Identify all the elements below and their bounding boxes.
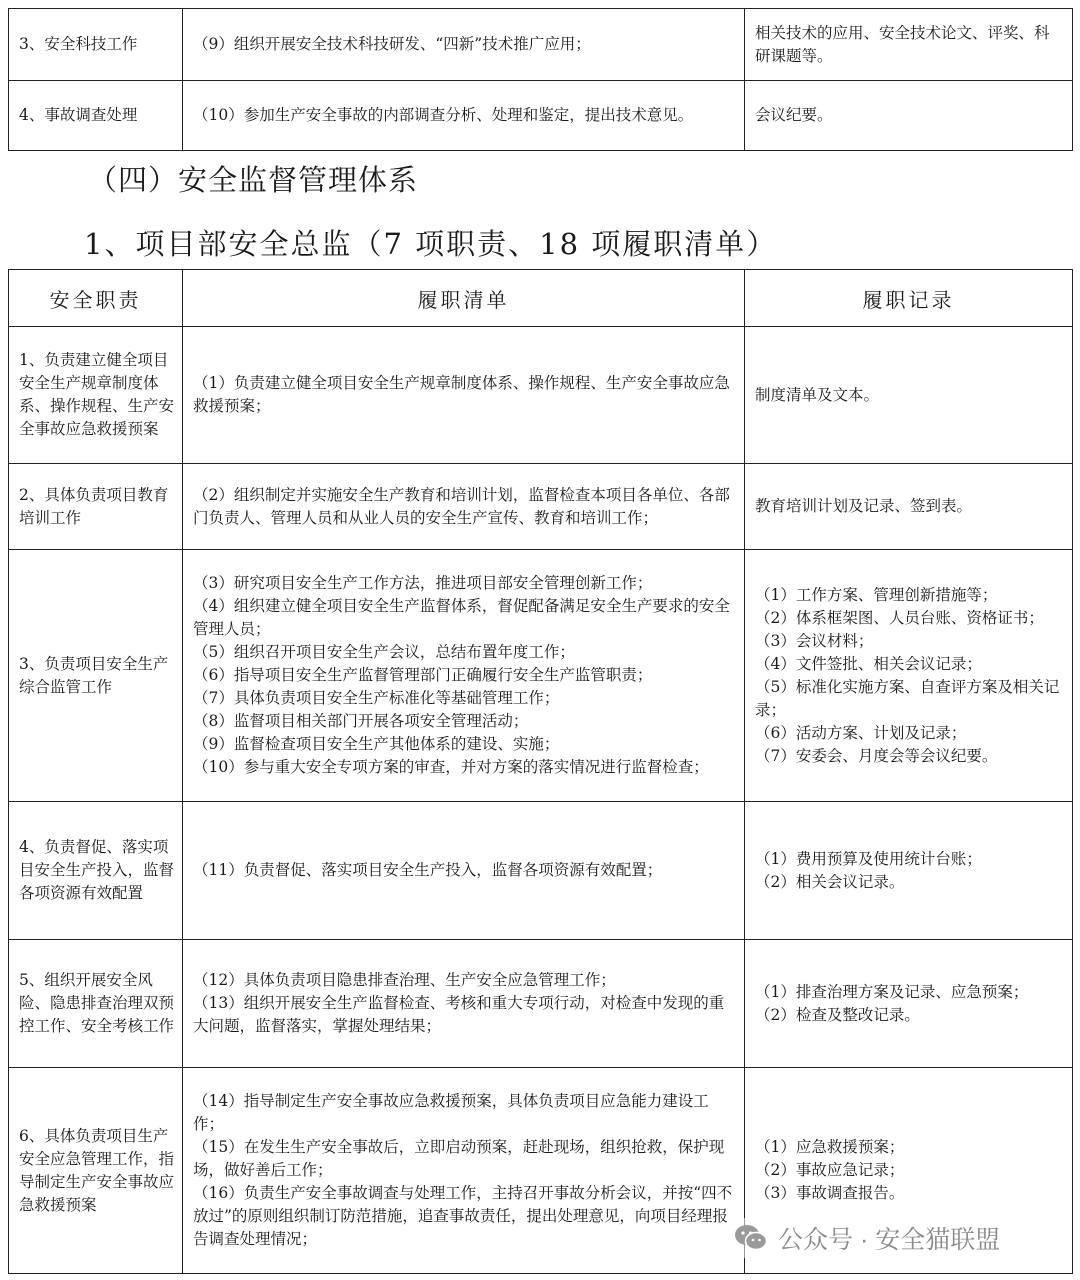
list-item: （8）监督项目相关部门开展各项安全管理活动；: [193, 712, 529, 730]
list-item: （1）负责建立健全项目安全生产规章制度体系、操作规程、生产安全事故应急救援预案；: [193, 374, 730, 415]
sub-heading: 1、项目部安全总监（7 项职责、18 项履职清单）: [84, 227, 778, 261]
header-record: 履职记录: [745, 270, 1073, 327]
list-cell: [183, 327, 745, 464]
list-item: （2）组织制定并实施安全生产教育和培训计划，监督检查本项目各单位、各部门负责人、管理人员和从业人员的安全生产宣传、教育和培训工作；: [193, 485, 730, 527]
record-item: （3）事故调查报告。: [755, 1184, 905, 1202]
table-row: [9, 327, 1073, 464]
list-cell: [183, 1068, 745, 1274]
record-item: （3）会议材料；: [755, 631, 874, 650]
table-row: [9, 550, 1073, 802]
wechat-icon: [734, 1223, 768, 1253]
record-item: （5）标准化实施方案、自查评方案及相关记录；: [755, 677, 1060, 719]
list-item: （16）负责生产安全事故调查与处理工作，主持召开事故分析会议，并按“四不放过”的原则组织制订防范措施，追查事故责任，提出处理意见，向项目经理报告调查处理情况；: [193, 1184, 733, 1248]
list-cell: [183, 464, 745, 550]
list-cell: [183, 81, 745, 151]
record-item: （2）事故应急记录；: [755, 1161, 905, 1179]
section-heading: （四）安全监督管理体系: [88, 163, 419, 197]
list-cell: [183, 9, 745, 81]
record-cell: [745, 940, 1073, 1068]
record-item: （1）应急救援预案；: [755, 1138, 905, 1156]
list-item: （6）指导项目安全生产监督管理部门正确履行安全生产监管职责；: [193, 666, 653, 684]
record-item: 制度清单及文本。: [755, 385, 880, 404]
list-item: （13）组织开展安全生产监督检查、考核和重大专项行动，对检查中发现的重大问题，监督落实，掌握处理结果；: [193, 994, 725, 1035]
list-item: （4）组织建立健全项目安全生产监督体系，督促配备满足安全生产要求的安全管理人员；: [193, 597, 730, 638]
duty-cell: 6、具体负责项目生产安全应急管理工作，指导制定生产安全事故应急救援预案: [9, 1068, 183, 1274]
duty-cell: 1、负责建立健全项目安全生产规章制度体系、操作规程、生产安全事故应急救援预案: [9, 327, 183, 464]
record-item: 相关技术的应用、安全技术论文、评奖、科研课题等。: [755, 23, 1050, 65]
duty-cell: 4、负责督促、落实项目安全生产投入，监督各项资源有效配置: [9, 802, 183, 940]
header-row: [9, 270, 1073, 327]
record-cell: [745, 464, 1073, 550]
duty-table: [8, 269, 1073, 1274]
list-item: （14）指导制定生产安全事故应急救援预案，具体负责项目应急能力建设工作；: [193, 1092, 709, 1133]
duty-cell: 2、具体负责项目教育培训工作: [9, 464, 183, 550]
table-row: [9, 464, 1073, 550]
duty-cell: 4、事故调查处理: [9, 81, 183, 151]
table-row: [9, 81, 1073, 151]
list-cell: [183, 550, 745, 802]
list-item: （5）组织召开项目安全生产会议，总结布置年度工作；: [193, 643, 575, 661]
record-cell: [745, 550, 1073, 802]
record-item: （6）活动方案、计划及记录；: [755, 723, 967, 742]
table-row: [9, 9, 1073, 81]
watermark-text: 公众号 · 安全猫联盟: [778, 1226, 1001, 1254]
record-item: （7）安委会、月度会等会议纪要。: [755, 746, 998, 765]
record-item: 教育培训计划及记录、签到表。: [755, 497, 973, 515]
list-item: （10）参与重大安全专项方案的审查，并对方案的落实情况进行监督检查；: [193, 758, 709, 776]
duty-cell: 3、安全科技工作: [9, 9, 183, 81]
record-item: （1）工作方案、管理创新措施等；: [755, 585, 998, 604]
list-item: （7）具体负责项目安全生产标准化等基础管理工作；: [193, 689, 560, 707]
watermark: [730, 1218, 1004, 1258]
continuation-table: [8, 8, 1073, 151]
table-row: [9, 802, 1073, 940]
record-cell: [745, 327, 1073, 464]
record-item: （2）体系框架图、人员台账、资格证书；: [755, 608, 1044, 627]
list-item: （11）负责督促、落实项目安全生产投入，监督各项资源有效配置；: [193, 861, 663, 879]
list-item: （10）参加生产安全事故的内部调查分析、处理和鉴定，提出技术意见。: [193, 106, 694, 124]
list-cell: [183, 802, 745, 940]
list-item: （3）研究项目安全生产工作方法，推进项目部安全管理创新工作；: [193, 574, 653, 592]
duty-cell: 5、组织开展安全风险、隐患排查治理双预控工作、安全考核工作: [9, 940, 183, 1068]
header-list: 履职清单: [183, 270, 745, 327]
header-duty: 安全职责: [9, 270, 183, 327]
table-row: [9, 940, 1073, 1068]
list-item: （12）具体负责项目隐患排查治理、生产安全应急管理工作；: [193, 971, 616, 989]
record-item: 会议纪要。: [755, 106, 833, 124]
record-item: （2）相关会议记录。: [755, 872, 905, 891]
record-cell: [745, 9, 1073, 81]
record-item: （2）检查及整改记录。: [755, 1005, 920, 1024]
record-cell: [745, 81, 1073, 151]
duty-cell: 3、负责项目安全生产综合监管工作: [9, 550, 183, 802]
list-item: （15）在发生生产安全事故后，立即启动预案，赶赴现场，组织抢救，保护现场，做好善后工作；: [193, 1138, 725, 1179]
record-cell: [745, 802, 1073, 940]
list-item: （9）组织开展安全技术科技研发、“四新”技术推广应用；: [193, 35, 591, 53]
list-item: （9）监督检查项目安全生产其他体系的建设、实施；: [193, 735, 560, 753]
record-item: （1）费用预算及使用统计台账；: [755, 849, 982, 868]
record-item: （1）排查治理方案及记录、应急预案；: [755, 982, 1029, 1001]
list-cell: [183, 940, 745, 1068]
record-item: （4）文件签批、相关会议记录；: [755, 654, 982, 673]
